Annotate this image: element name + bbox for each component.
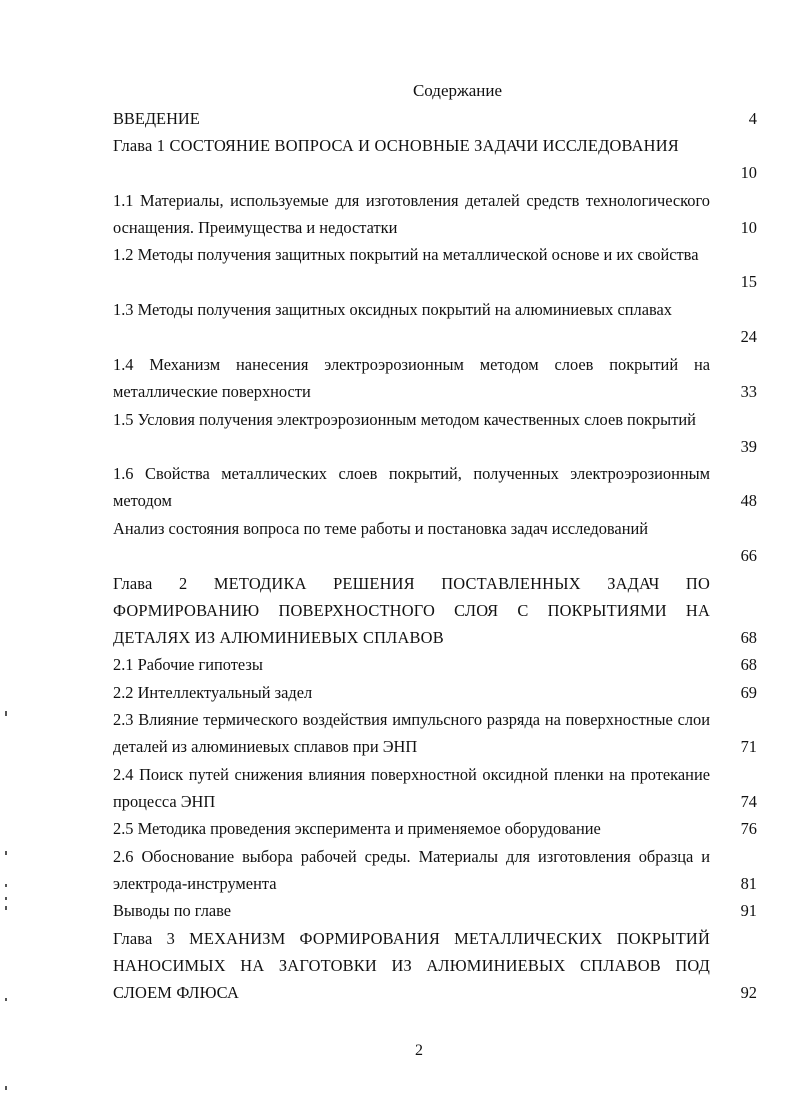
- page-title: Содержание: [412, 81, 503, 100]
- toc-entry-page: 10: [740, 163, 757, 182]
- toc-entry-page: 69: [740, 683, 757, 702]
- toc-entry-title: Глава 2 МЕТОДИКА РЕШЕНИЯ ПОСТАВЛЕННЫХ ЗАДАЧ ПО ФОРМИРОВАНИЮ ПОВЕРХНОСТНОГО СЛОЯ С ПОКРЫТИЯМИ НА ДЕТАЛЯХ ИЗ АЛЮМИНИЕВЫХ СПЛАВОВ: [113, 574, 710, 647]
- scan-mark: [5, 906, 7, 910]
- toc-entry-page: 15: [740, 272, 757, 291]
- toc-entry-title: 2.5 Методика проведения эксперимента и применяемое оборудование: [113, 819, 601, 838]
- toc-entry-title: 2.6 Обоснование выбора рабочей среды. Материалы для изготовления образца и электрода-инструмента: [113, 847, 710, 893]
- toc-entry-page: 48: [740, 491, 757, 510]
- toc-entry-page: 74: [740, 792, 757, 811]
- page-number: 2: [415, 1042, 423, 1059]
- toc-entry-page: 76: [740, 819, 757, 838]
- toc-entry-title: Глава 1 СОСТОЯНИЕ ВОПРОСА И ОСНОВНЫЕ ЗАДАЧИ ИССЛЕДОВАНИЯ: [113, 136, 679, 155]
- scan-mark: [5, 884, 7, 887]
- toc-entry-title: 1.4 Механизм нанесения электроэрозионным методом слоев покрытий на металлические поверхности: [113, 355, 710, 401]
- toc-entry-page: 66: [740, 546, 757, 565]
- toc-entry-title: 2.4 Поиск путей снижения влияния поверхностной оксидной пленки на протекание процесса ЭНП: [113, 765, 710, 811]
- toc-entry-title: 1.6 Свойства металлических слоев покрытий, полученных электроэрозионным методом: [113, 464, 710, 510]
- toc-entry-page: 92: [740, 983, 757, 1002]
- scan-mark: [5, 998, 7, 1001]
- toc-entry-title: ВВЕДЕНИЕ: [113, 109, 200, 128]
- toc-entry-title: 1.3 Методы получения защитных оксидных покрытий на алюминиевых сплавах: [113, 300, 672, 319]
- scan-mark: [5, 897, 7, 900]
- toc-entry-title: Выводы по главе: [113, 901, 232, 920]
- toc-entry-page: 39: [740, 437, 757, 456]
- toc-entry-title: 2.2 Интеллектуальный задел: [113, 683, 313, 702]
- toc-entry-page: 4: [748, 109, 757, 128]
- toc-entry-page: 10: [740, 218, 757, 237]
- scan-mark: [5, 1086, 7, 1090]
- toc-entry-title: 1.1 Материалы, используемые для изготовления деталей средств технологического оснащения. Преимущества и недостатки: [113, 191, 710, 237]
- toc-entry-page: 81: [740, 874, 757, 893]
- toc-entry-title: Глава 3 МЕХАНИЗМ ФОРМИРОВАНИЯ МЕТАЛЛИЧЕСКИХ ПОКРЫТИЙ НАНОСИМЫХ НА ЗАГОТОВКИ ИЗ АЛЮМИНИЕВЫХ СПЛАВОВ ПОД СЛОЕМ ФЛЮСА: [113, 929, 710, 1002]
- toc-entry-page: 91: [740, 901, 757, 920]
- toc-entry-page: 71: [740, 737, 757, 756]
- toc-entry-title: Анализ состояния вопроса по теме работы и постановка задач исследований: [113, 519, 649, 538]
- toc-entry-page: 33: [740, 382, 757, 401]
- toc-entry-page: 68: [740, 655, 757, 674]
- toc-entry-page: 24: [740, 327, 757, 346]
- toc-entry-title: 2.3 Влияние термического воздействия импульсного разряда на поверхностные слои деталей из алюминиевых сплавов при ЭНП: [113, 710, 710, 756]
- scan-mark: [5, 851, 7, 855]
- toc-entry-title: 1.2 Методы получения защитных покрытий на металлической основе и их свойства: [113, 245, 699, 264]
- toc-entry-title: 2.1 Рабочие гипотезы: [113, 655, 263, 674]
- scan-mark: [5, 711, 7, 716]
- toc-entry-title: 1.5 Условия получения электроэрозионным методом качественных слоев покрытий: [113, 410, 696, 429]
- toc-entry-page: 68: [740, 628, 757, 647]
